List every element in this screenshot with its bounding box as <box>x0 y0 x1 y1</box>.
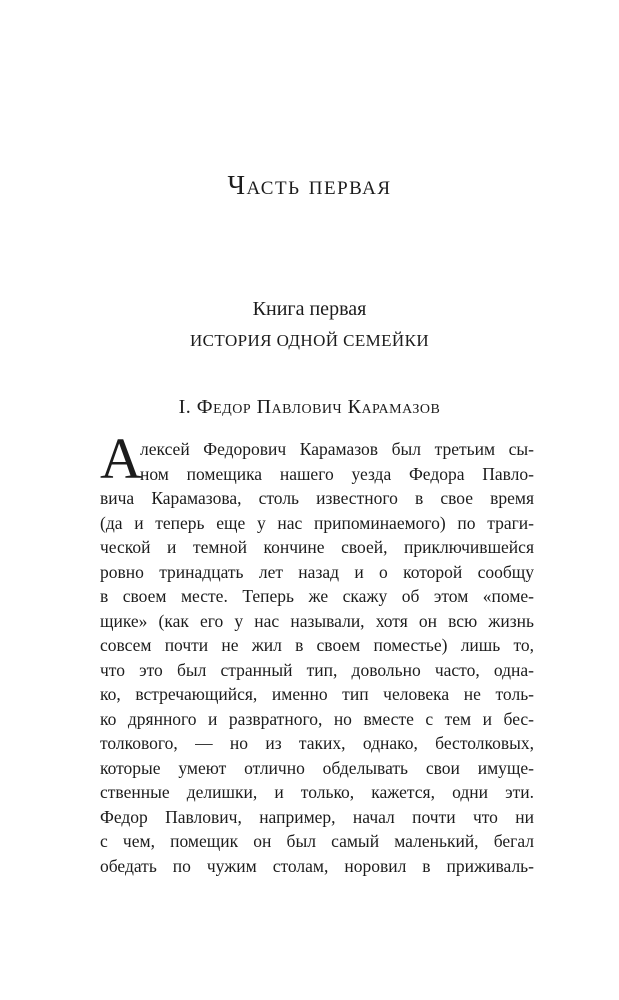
chapter-body-text <box>100 426 534 878</box>
text-line-10: что это был странный тип, довольно часто, одна- <box>100 659 534 680</box>
text-line-13: толкового, — но из таких, однако, бестолковых, <box>100 733 534 753</box>
text-line-3: вича Карамазова, столь известного в свое время <box>100 488 534 508</box>
text-line-17: с чем, помещик он был самый маленький, бегал <box>100 831 534 851</box>
text-line-7: в своем месте. Теперь же скажу об этом «поме- <box>100 586 534 606</box>
text-line-4: (да и теперь еще у нас припоминаемого) по траги- <box>100 512 534 533</box>
book-title: Книга первая <box>252 298 367 320</box>
text-line-12: ко дрянного и развратного, но вместе с тем и бес- <box>100 708 534 729</box>
text-line-1-content: лексей Федорович Карамазов был третьим сы- <box>140 439 534 459</box>
text-line-9: совсем почти не жил в своем поместье) лишь то, <box>100 635 534 655</box>
chapter-title: I. Федор Павлович Карамазов <box>178 396 441 418</box>
text-line-14: которые умеют отлично обделывать свои имуще- <box>100 757 534 778</box>
book-subtitle: ИСТОРИЯ ОДНОЙ СЕМЕЙКИ <box>190 331 429 350</box>
text-line-15: ственные делишки, и только, кажется, одни эти. <box>100 782 534 802</box>
text-line-5: ческой и темной кончине своей, приключившейся <box>100 537 534 557</box>
text-line-16: Федор Павлович, например, начал почти что ни <box>100 806 534 827</box>
text-line-18: обедать по чужим столам, норовил в приживаль- <box>100 855 534 876</box>
text-line-6: ровно тринадцать лет назад и о которой сообщу <box>100 561 534 582</box>
text-line-8: щике» (как его у нас называли, хотя он всю жизнь <box>100 610 534 631</box>
text-line-11: ко, встречающийся, именно тип человека не толь- <box>100 684 534 704</box>
drop-cap: А <box>100 426 142 491</box>
text-line-2: ном помещика нашего уезда Федора Павло- <box>140 463 534 484</box>
part-title: Часть первая <box>227 170 392 200</box>
